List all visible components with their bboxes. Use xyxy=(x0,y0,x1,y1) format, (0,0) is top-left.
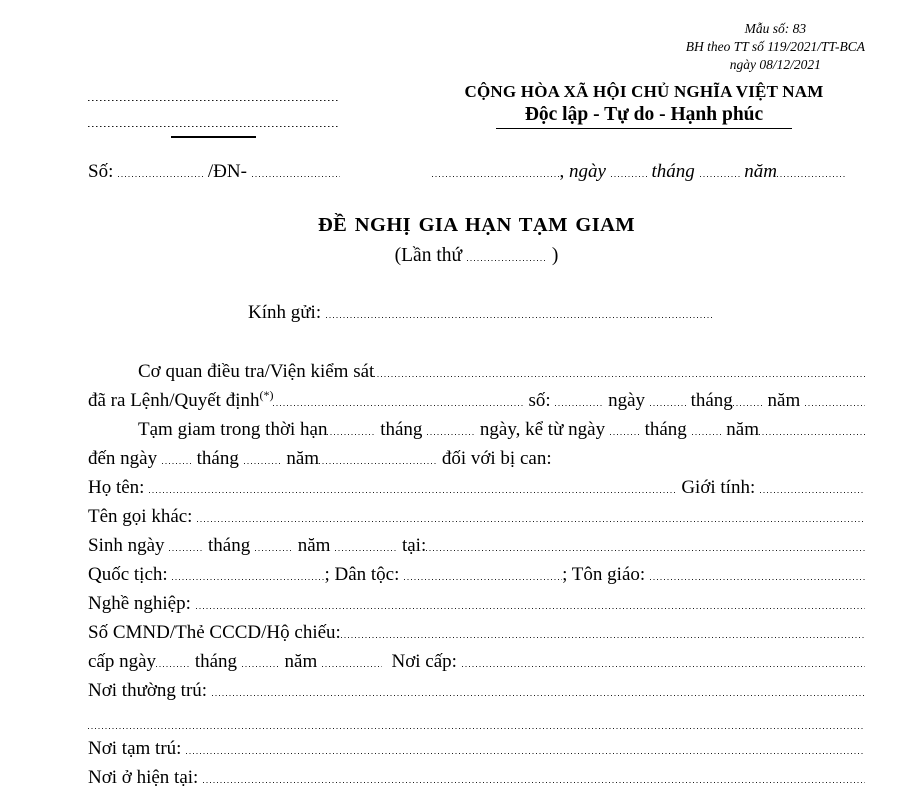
ten-goi-khac-label-0: Tên gọi khác: xyxy=(88,506,198,528)
den-ngay-fill-5 xyxy=(319,459,437,464)
form-line-kinh-gui xyxy=(88,298,865,327)
day-word: ngày xyxy=(569,161,611,183)
cap-ngay-fill-3 xyxy=(242,662,280,667)
noi-o-hien-tai-fill-1 xyxy=(203,778,865,783)
extension-number-fill xyxy=(467,256,547,261)
sinh-ngay-label-4: năm xyxy=(293,535,336,557)
tam-giam-thoi-han-label-6: tháng xyxy=(639,419,692,441)
kinh-gui-fill-1 xyxy=(326,313,713,318)
quoc-tich-label-4: ; Tôn giáo: xyxy=(562,564,650,586)
nghe-nghiep-label-0: Nghề nghiệp: xyxy=(88,593,196,615)
ho-ten-label-0: Họ tên: xyxy=(88,477,150,499)
form-template-date: ngày 08/12/2021 xyxy=(729,56,821,72)
tam-giam-thoi-han-fill-1 xyxy=(327,430,375,435)
quoc-tich-label-2: ; Dân tộc: xyxy=(324,564,405,586)
document-subtitle xyxy=(88,244,865,268)
tam-giam-thoi-han-fill-5 xyxy=(610,430,640,435)
so-cmnd-cccd-fill-1 xyxy=(341,633,865,638)
tam-giam-thoi-han-fill-9 xyxy=(759,430,865,435)
form-line-tam-giam-thoi-han xyxy=(88,415,865,444)
noi-o-hien-tai-label-0: Nơi ở hiện tại: xyxy=(88,767,204,789)
year-word: năm xyxy=(739,161,777,183)
year-fill xyxy=(777,172,847,177)
co-quan-dieu-tra-fill-1 xyxy=(374,372,865,377)
den-ngay-label-0: đến ngày xyxy=(88,448,162,470)
form-line-quoc-tich xyxy=(88,560,865,589)
place-fill xyxy=(432,172,560,177)
sinh-ngay-fill-5 xyxy=(335,546,397,551)
dn-suffix-label: /ĐN- xyxy=(203,161,252,183)
tam-giam-thoi-han-fill-7 xyxy=(692,430,722,435)
cap-ngay-fill-7 xyxy=(462,662,865,667)
ho-ten-fill-3 xyxy=(760,488,865,493)
cap-ngay-label-6: Nơi cấp: xyxy=(382,651,462,673)
motto-underline xyxy=(496,128,792,129)
form-header xyxy=(88,79,865,138)
co-quan-dieu-tra-label-0: Cơ quan điều tra/Viện kiểm sát xyxy=(138,361,375,383)
form-line-ten-goi-khac xyxy=(88,502,865,531)
form-line-noi-tam-tru xyxy=(88,734,865,763)
tam-giam-thoi-han-fill-3 xyxy=(427,430,475,435)
nghe-nghiep-fill-1 xyxy=(196,604,865,609)
so-cmnd-cccd-label-0: Số CMND/Thẻ CCCD/Hộ chiếu: xyxy=(88,622,341,644)
da-ra-lenh-fill-6 xyxy=(650,401,686,406)
form-line-den-ngay xyxy=(88,444,865,473)
da-ra-lenh-fill-4 xyxy=(555,401,603,406)
form-line-co-quan-dieu-tra xyxy=(88,357,865,386)
doc-number-fill xyxy=(118,172,203,177)
form-template-circular: BH theo TT số 119/2021/TT-BCA xyxy=(685,38,865,54)
agency-name-fill-line-2 xyxy=(88,105,338,127)
form-line-noi-thuong-tru xyxy=(88,676,865,705)
day-fill xyxy=(611,172,647,177)
sinh-ngay-fill-7 xyxy=(426,546,865,551)
noi-thuong-tru-tiep-fill-0 xyxy=(88,724,865,729)
quoc-tich-fill-5 xyxy=(650,575,865,580)
tam-giam-thoi-han-label-4: ngày, kể từ ngày xyxy=(475,419,610,441)
noi-thuong-tru-fill-1 xyxy=(212,691,865,696)
den-ngay-fill-3 xyxy=(244,459,282,464)
quoc-tich-fill-3 xyxy=(404,575,562,580)
form-line-sinh-ngay xyxy=(88,531,865,560)
den-ngay-fill-1 xyxy=(162,459,192,464)
tam-giam-thoi-han-label-2: tháng xyxy=(375,419,428,441)
quoc-tich-fill-1 xyxy=(172,575,324,580)
sinh-ngay-label-6: tại: xyxy=(397,535,427,557)
den-ngay-label-4: năm xyxy=(281,448,320,470)
da-ra-lenh-fill-2 xyxy=(273,401,523,406)
issuing-agency-block xyxy=(88,79,338,138)
cap-ngay-fill-5 xyxy=(322,662,382,667)
month-fill xyxy=(700,172,740,177)
tam-giam-thoi-han-label-0: Tạm giam trong thời hạn xyxy=(138,419,328,441)
ho-ten-label-2: Giới tính: xyxy=(676,477,760,499)
form-line-nghe-nghiep xyxy=(88,589,865,618)
form-line-cap-ngay xyxy=(88,647,865,676)
da-ra-lenh-label-3: số: xyxy=(523,390,556,412)
place-date-group xyxy=(432,160,847,184)
den-ngay-label-2: tháng xyxy=(191,448,244,470)
form-line-ho-ten xyxy=(88,473,865,502)
document-title: ĐỀ NGHỊ GIA HẠN TẠM GIAM xyxy=(317,214,636,237)
doc-number-group xyxy=(88,160,340,184)
national-motto: Độc lập - Tự do - Hạnh phúc xyxy=(524,104,764,126)
doc-number-suffix-fill xyxy=(252,172,340,177)
form-line-so-cmnd-cccd xyxy=(88,618,865,647)
sinh-ngay-fill-3 xyxy=(255,546,293,551)
da-ra-lenh-label-0: đã ra Lệnh/Quyết định xyxy=(88,390,260,412)
comma-separator: , xyxy=(559,161,570,183)
doc-number-date-row xyxy=(88,160,865,184)
form-template-info xyxy=(686,20,865,73)
sinh-ngay-label-2: tháng xyxy=(203,535,255,557)
da-ra-lenh-label-9: năm xyxy=(762,390,805,412)
so-label: Số: xyxy=(88,161,119,183)
cap-ngay-label-4: năm xyxy=(279,651,322,673)
noi-tam-tru-label-0: Nơi tạm trú: xyxy=(88,738,187,760)
ho-ten-fill-1 xyxy=(149,488,676,493)
tam-giam-thoi-han-label-8: năm xyxy=(721,419,760,441)
noi-tam-tru-fill-1 xyxy=(186,749,865,754)
da-ra-lenh-fill-10 xyxy=(805,401,865,406)
subtitle-suffix: ) xyxy=(546,245,559,267)
da-ra-lenh-footnote-marker: (*) xyxy=(259,388,274,403)
sinh-ngay-fill-1 xyxy=(169,546,203,551)
ten-goi-khac-fill-1 xyxy=(197,517,865,522)
agency-divider-line xyxy=(171,136,256,138)
den-ngay-label-6: đối với bị can: xyxy=(437,448,552,470)
form-line-noi-o-hien-tai xyxy=(88,763,865,792)
national-title: CỘNG HÒA XÃ HỘI CHỦ NGHĨA VIỆT NAM xyxy=(464,82,824,102)
agency-name-fill-line-1 xyxy=(88,79,338,101)
form-line-da-ra-lenh xyxy=(88,386,865,415)
form-body xyxy=(88,298,865,792)
month-word: tháng xyxy=(646,161,700,183)
form-line-noi-thuong-tru-tiep xyxy=(88,705,865,734)
kinh-gui-label-0: Kính gửi: xyxy=(248,302,326,324)
subtitle-prefix: (Lần thứ xyxy=(394,245,467,267)
sinh-ngay-label-0: Sinh ngày xyxy=(88,535,170,557)
cap-ngay-label-0: cấp ngày xyxy=(88,651,157,673)
national-header-block xyxy=(423,79,865,138)
cap-ngay-fill-1 xyxy=(156,662,190,667)
form-template-number: Mẫu số: 83 xyxy=(744,21,807,36)
noi-thuong-tru-label-0: Nơi thường trú: xyxy=(88,680,212,702)
da-ra-lenh-label-5: ngày xyxy=(603,390,650,412)
cap-ngay-label-2: tháng xyxy=(190,651,242,673)
da-ra-lenh-label-7: tháng xyxy=(685,390,733,412)
da-ra-lenh-fill-8 xyxy=(733,401,763,406)
quoc-tich-label-0: Quốc tịch: xyxy=(88,564,173,586)
